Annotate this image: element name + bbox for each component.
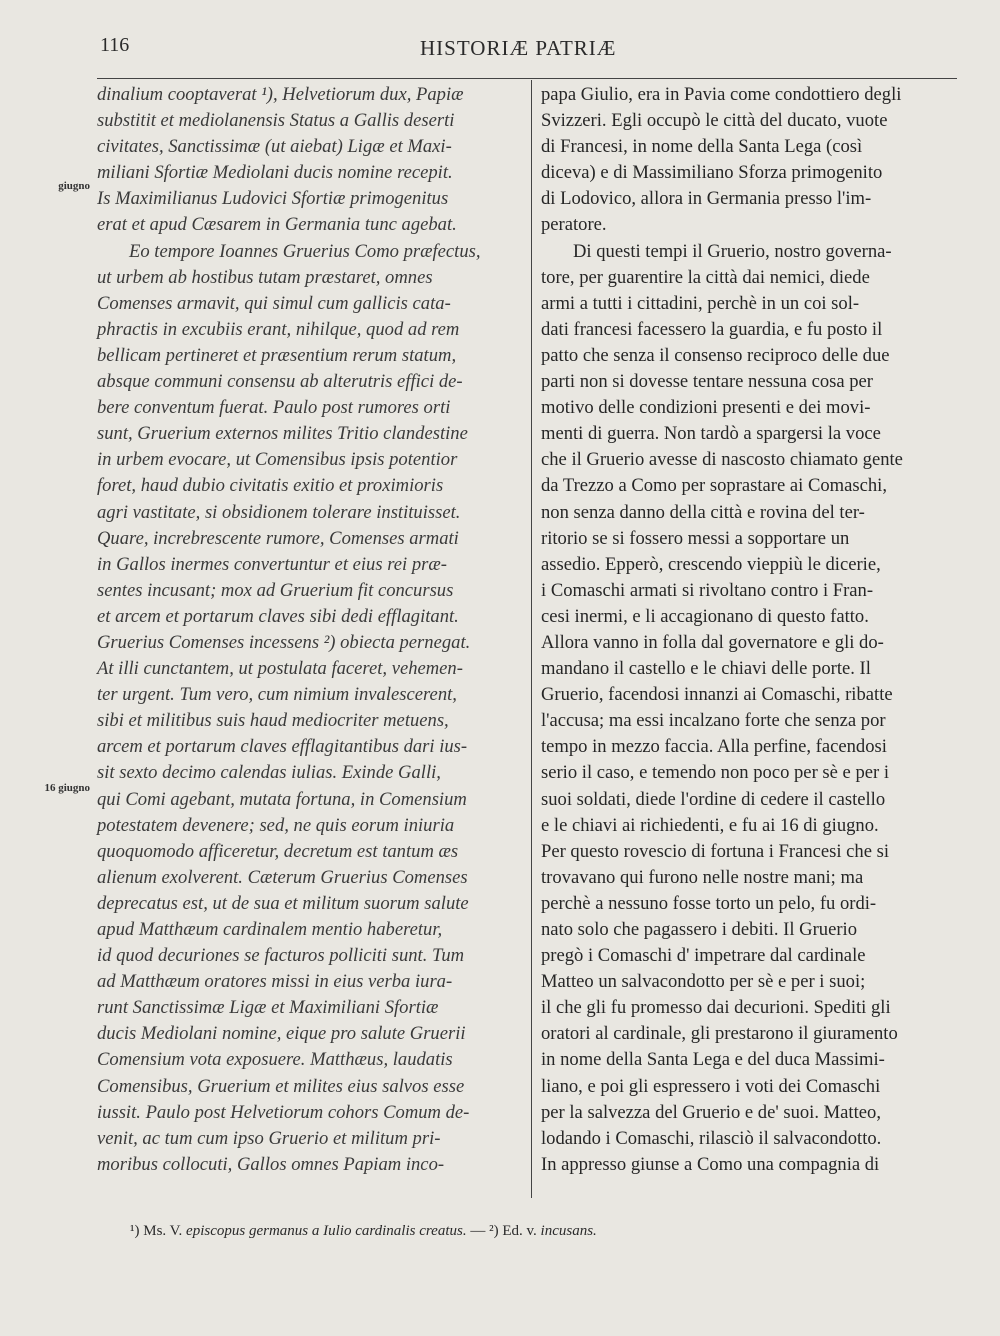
italian-text-line: e le chiavi ai richiedenti, e fu ai 16 di giugno. bbox=[541, 814, 879, 836]
latin-text-line: in Gallos inermes convertuntur et eius rei præ- bbox=[97, 553, 447, 575]
italian-text-line: trovavano qui furono nelle nostre mani; ma bbox=[541, 866, 864, 888]
latin-text-line: id quod decuriones se facturos polliciti sunt. Tum bbox=[97, 945, 465, 967]
italian-column bbox=[541, 82, 961, 1178]
latin-text-line: sit sexto decimo calendas iulias. Exinde Galli, bbox=[97, 762, 441, 784]
italian-text-line: peratore. bbox=[541, 214, 607, 236]
italian-text-line: motivo delle condizioni presenti e dei movi- bbox=[541, 397, 871, 419]
italian-text-line: di Francesi, in nome della Santa Lega (così bbox=[541, 136, 863, 158]
latin-text-line: deprecatus est, ut de sua et militum suorum salute bbox=[97, 892, 469, 914]
margin-note-giugno: giugno bbox=[58, 180, 90, 192]
latin-text-line: civitates, Sanctissimæ (ut aiebat) Ligæ et Maxi- bbox=[97, 136, 452, 158]
italian-text-line: da Trezzo a Como per soprastare ai Comaschi, bbox=[541, 475, 887, 497]
latin-text-line: moribus collocuti, Gallos omnes Papiam inco- bbox=[97, 1153, 445, 1175]
italian-text-line: che il Gruerio avesse di nascosto chiamato gente bbox=[541, 449, 903, 471]
italian-text-line: pregò i Comaschi d' impetrare dal cardinale bbox=[541, 945, 866, 967]
italian-text-line: diceva) e di Massimiliano Sforza primogenito bbox=[541, 162, 883, 184]
italian-text-line: cesi inermi, e li accagionano di questo fatto. bbox=[541, 605, 869, 627]
latin-text-line: erat et apud Cæsarem in Germania tunc agebat. bbox=[97, 214, 457, 236]
latin-text-line: potestatem devenere; sed, ne quis eorum iniuria bbox=[97, 814, 455, 836]
latin-text-line: absque communi consensu ab alterutris effici de- bbox=[97, 371, 463, 393]
italian-text-line: l'accusa; ma essi incalzano forte che senza por bbox=[541, 710, 886, 732]
footnotes bbox=[130, 1223, 597, 1240]
latin-text-line: runt Sanctissimæ Ligæ et Maximiliani Sfortiæ bbox=[97, 997, 439, 1019]
italian-text-line: Svizzeri. Egli occupò le città del ducato, vuote bbox=[541, 110, 888, 132]
latin-text-line: agri vastitate, si obsidionem tolerare instituisset. bbox=[97, 501, 461, 523]
italian-text-line: armi a tutti i cittadini, perchè in un coi sol- bbox=[541, 292, 860, 314]
latin-text-line: ut urbem ab hostibus tutam præstaret, omnes bbox=[97, 266, 433, 288]
latin-text-line: phractis in excubiis erant, nihilque, quod ad rem bbox=[97, 318, 460, 340]
italian-text-line: Per questo rovescio di fortuna i Francesi che si bbox=[541, 840, 890, 862]
latin-text-line: sentes incusant; mox ad Gruerium fit concursus bbox=[97, 579, 454, 601]
italian-text-line: serio il caso, e temendo non poco per sè e per i bbox=[541, 762, 889, 784]
latin-text-line: quoquomodo afficeretur, decretum est tantum æs bbox=[97, 840, 459, 862]
latin-text-line: sunt, Gruerium externos milites Tritio clandestine bbox=[97, 423, 468, 445]
italian-text-line: papa Giulio, era in Pavia come condottiero degli bbox=[541, 84, 902, 105]
latin-text-line: ter urgent. Tum vero, cum nimium invalescerent, bbox=[97, 684, 457, 706]
latin-text-line: miliani Sfortiæ Mediolani ducis nomine recepit. bbox=[97, 162, 453, 184]
latin-text-line: Quare, increbrescente rumore, Comenses armati bbox=[97, 527, 459, 549]
latin-text-line: Comensium vota exposuere. Matthæus, laudatis bbox=[97, 1049, 453, 1071]
footnote-2-text: incusans. bbox=[540, 1223, 597, 1239]
italian-text-line: Allora vanno in folla dal governatore e gli do- bbox=[541, 631, 884, 653]
page-number: 116 bbox=[100, 34, 130, 56]
italian-text-line: Matteo un salvacondotto per sè e per i suoi; bbox=[541, 971, 866, 993]
italian-text-line: per la salvezza del Gruerio e de' suoi. Matteo, bbox=[541, 1101, 881, 1123]
latin-text-line: qui Comi agebant, mutata fortuna, in Comensium bbox=[97, 788, 467, 810]
latin-text-line: Gruerius Comenses incessens ²) obiecta pernegat. bbox=[97, 631, 471, 653]
italian-text-line: parti non si dovesse tentare nessuna cosa per bbox=[541, 371, 874, 393]
italian-text-line: In appresso giunse a Como una compagnia di bbox=[541, 1153, 880, 1175]
latin-text-line: iussit. Paulo post Helvetiorum cohors Comum de- bbox=[97, 1101, 470, 1123]
italian-text-line: suoi soldati, diede l'ordine di cedere il castello bbox=[541, 788, 886, 810]
latin-text-line: arcem et portarum claves efflagitantibus dari ius- bbox=[97, 736, 468, 758]
italian-text-line: lodando i Comaschi, rilasciò il salvacondotto. bbox=[541, 1127, 882, 1149]
italian-text-line: ritorio se si fossero messi a sopportare un bbox=[541, 527, 850, 549]
latin-text-line: bellicam pertineret et præsentium rerum statum, bbox=[97, 344, 457, 366]
italian-text-line: in nome della Santa Lega e del duca Massimi- bbox=[541, 1049, 885, 1071]
margin-note-16-giugno: 16 giugno bbox=[44, 782, 90, 794]
footnote-2-mark: ²) Ed. v. bbox=[489, 1223, 537, 1239]
header-rule bbox=[97, 78, 957, 79]
latin-text-line: Comenses armavit, qui simul cum gallicis cata- bbox=[97, 292, 451, 314]
italian-text-line: il che gli fu promesso dai decurioni. Spediti gli bbox=[541, 997, 891, 1019]
latin-text-line: venit, ac tum cum ipso Gruerio et militum pri- bbox=[97, 1127, 441, 1149]
latin-text-line: alienum exolverent. Cæterum Gruerius Comenses bbox=[97, 866, 468, 888]
latin-text-line: foret, haud dubio civitatis exitio et proximioris bbox=[97, 475, 444, 497]
latin-text-line: et arcem et portarum claves sibi dedi efflagitant. bbox=[97, 605, 459, 627]
italian-text-line: tore, per guarentire la città dai nemici, diede bbox=[541, 266, 870, 288]
latin-text-line: Comensibus, Gruerium et milites eius salvos esse bbox=[97, 1075, 465, 1097]
italian-text-line: liano, e poi gli espressero i voti dei Comaschi bbox=[541, 1075, 881, 1097]
latin-text-line: At illi cunctantem, ut postulata faceret, vehemen- bbox=[97, 658, 463, 680]
italian-text-line: non senza danno della città e rovina del ter- bbox=[541, 501, 865, 523]
footnote-1-text: episcopus germanus a Iulio cardinalis creatus. bbox=[186, 1223, 467, 1239]
latin-text-line: substitit et mediolanensis Status a Gallis deserti bbox=[97, 110, 455, 132]
latin-text-line: ad Matthæum oratores missi in eius verba iura- bbox=[97, 971, 453, 993]
italian-text-line: oratori al cardinale, gli prestarono il giuramento bbox=[541, 1023, 898, 1045]
latin-column bbox=[97, 82, 509, 1178]
latin-text-line: Eo tempore Ioannes Gruerius Como præfectus, bbox=[129, 240, 481, 262]
latin-text-line: apud Matthæum cardinalem mentio haberetur, bbox=[97, 919, 443, 940]
footnote-separator: — bbox=[470, 1223, 486, 1239]
running-title: HISTORIÆ PATRIÆ bbox=[420, 36, 617, 60]
latin-text-line: dinalium cooptaverat ¹), Helvetiorum dux, Papiæ bbox=[97, 84, 464, 105]
italian-text-line: tempo in mezzo faccia. Alla perfine, facendosi bbox=[541, 736, 887, 758]
latin-text-line: sibi et militibus suis haud mediocriter metuens, bbox=[97, 710, 449, 732]
column-divider bbox=[531, 80, 532, 1198]
italian-text-line: Di questi tempi il Gruerio, nostro governa- bbox=[573, 240, 892, 262]
italian-text-line: nato solo che pagassero i debiti. Il Gruerio bbox=[541, 919, 858, 940]
italian-text-line: assedio. Epperò, crescendo vieppiù le dicerie, bbox=[541, 553, 881, 575]
italian-text-line: i Comaschi armati si rivoltano contro i Fran- bbox=[541, 579, 874, 601]
italian-text-line: di Lodovico, allora in Germania presso l'im- bbox=[541, 188, 872, 210]
latin-text-line: ducis Mediolani nomine, eique pro salute Gruerii bbox=[97, 1023, 466, 1045]
italian-text-line: patto che senza il consenso reciproco delle due bbox=[541, 344, 890, 366]
italian-text-line: mandano il castello e le chiavi delle porte. Il bbox=[541, 658, 871, 680]
footnote-1-mark: ¹) Ms. V. bbox=[130, 1223, 183, 1239]
italian-text-line: Gruerio, facendosi innanzi ai Comaschi, ribatte bbox=[541, 684, 893, 706]
latin-text-line: in urbem evocare, ut Comensibus ipsis potentior bbox=[97, 449, 458, 471]
italian-text-line: dati francesi facessero la guardia, e fu posto il bbox=[541, 318, 883, 340]
latin-text-line: bere conventum fuerat. Paulo post rumores orti bbox=[97, 397, 451, 419]
italian-text-line: menti di guerra. Non tardò a spargersi la voce bbox=[541, 423, 881, 445]
latin-text-line: Is Maximilianus Ludovici Sfortiæ primogenitus bbox=[97, 188, 449, 210]
italian-text-line: perchè a nessuno fosse torto un pelo, fu ordi- bbox=[541, 892, 877, 914]
